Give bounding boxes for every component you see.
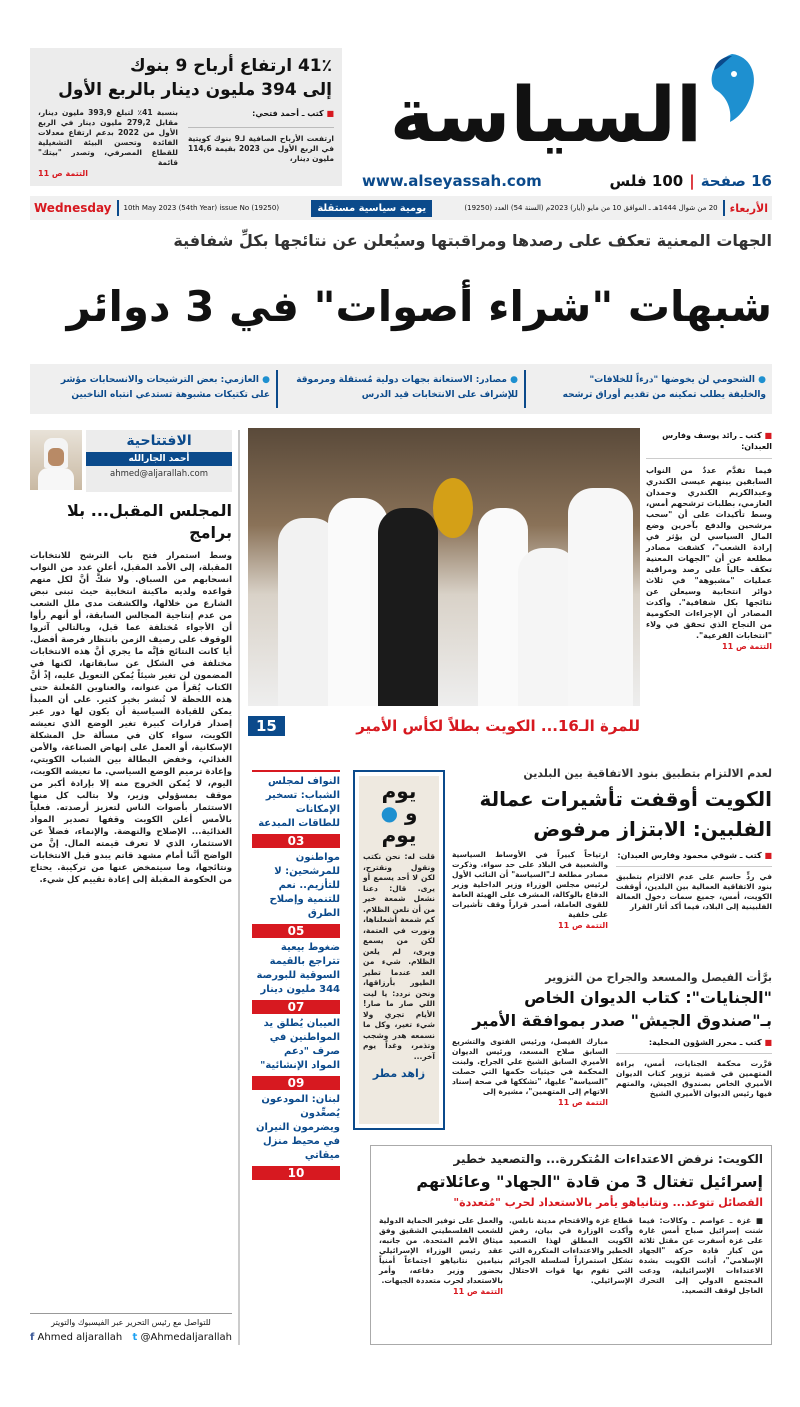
lead-headline[interactable]: شبهات "شراء أصوات" في 3 دوائر bbox=[66, 282, 772, 331]
falcon-icon: ● bbox=[380, 801, 399, 825]
teaser-item[interactable] bbox=[276, 370, 524, 408]
article-kicker: الكويت: نرفض الاعتداءات المُتكررة... والتصعيد خطير bbox=[453, 1152, 763, 1166]
index-page-number: 07 bbox=[252, 1000, 340, 1014]
continued-link[interactable]: التتمة ص 11 bbox=[38, 169, 88, 178]
index-title: النواف لمجلس الشباب: تسخير الإمكانات للطاقات المبدعة bbox=[258, 776, 340, 829]
teaser-line: على تكتيكات مشبوهة تستدعي انتباه الناخبين bbox=[71, 390, 270, 400]
byline: ■ كتب ـ محرر الشؤون المحلية: bbox=[616, 1037, 772, 1048]
price: 100 فلس bbox=[609, 172, 684, 190]
twitter-icon: t bbox=[132, 1332, 138, 1343]
column-body: قلت له: نحن نكتب ونقول ونقترح، لكن لا أحد يسمع أو يرى. قال: دعنا نشعل شمعة خير من أن نلعن الظلام. كم شمعة أشعلناها، ونورت في العتمة، لكن من يسمع ويرى، لم يلعن الظلام. شيء من الغد عندما تطير الطيور بأرزاقها، ونحن نردد: يا ليت اللي صار ما صار! الأيام تجري ولا شيء تغير، وكل ما نسمعه هدر وشجب وتذمر، وغداً يوم آخر... bbox=[363, 852, 435, 1061]
article-headline[interactable]: إسرائيل تغتال 3 من قادة "الجهاد" وعائلاتهم bbox=[416, 1172, 763, 1191]
index-page-number: 10 bbox=[252, 1166, 340, 1180]
article-headline[interactable] bbox=[452, 784, 772, 844]
headline-line: إلى 394 مليون دينار بالربع الأول bbox=[58, 80, 332, 100]
index-page-number: 03 bbox=[252, 834, 340, 848]
body-text: في ردٍّ حاسم على عدم الالتزام بتطبيق بنود الاتفاقية العمالية بين البلدين، أوقفت الكويت، أمس، جميع سمات دخول العمالة الفلبينية إلى البلاد، فيما أكد أثار القرار bbox=[616, 872, 772, 911]
body-text: ارتياحاً كبيراً في الأوساط السياسية والشعبية في البلاد على حد سواء. وذكرت مصادر مطلعة لـ"السياسة" أن النائب الأول لرئيس مجلس الوزراء وزير الداخلية وزير الدفاع بالوكالة، المشرف على الهيئة العامة للقوى العاملة، أصدر قراراً وقف تأشيرات على خلفية bbox=[451, 850, 608, 919]
column-title bbox=[363, 780, 435, 846]
philippines-article bbox=[452, 766, 772, 931]
index-title: مواطنون للمرشحين: لا للتأزيم.. نعم للتنمية وإصلاح الطرق bbox=[269, 852, 340, 919]
masthead-logo[interactable] bbox=[362, 52, 772, 170]
body-text: قرَّرت محكمة الجنايات، أمس، براءة المتهمين في قضية تزوير كتاب الديوان الأميري الخاص بصندوق الجيش، والمتهم فيها رئيس الديوان الأميري الشيخ bbox=[616, 1059, 772, 1098]
body-text: قطاع غزة والاقتحام مدينة نابلس. وأكدت الوزارة في بيان، رفض الكويت المطلق لهذا التصعيد الخطير والاعتداءات المتكررة التي تشكل استمراراً لسلسلة الجرائم التي تقوم بها قوات الاحتلال الإسرائيلي. bbox=[509, 1216, 633, 1285]
body-text: مبارك الفيصل، ورئيس الفتوى والتشريع السابق صلاح المسعد، ورئيس الديوان الأميري السابق الشيخ علي الجراح. ولبنت المحكمة في حيثيات حكمها التي حصلت "السياسة" عليها، "تشككها في صحة إسناد الاتهام إلى المتهمين"، مشيرة إلى bbox=[452, 1037, 608, 1096]
top-story-col2 bbox=[38, 108, 178, 179]
day-arabic: الأربعاء bbox=[729, 201, 768, 215]
author-name: أحمد الجارالله bbox=[86, 452, 232, 466]
twitter-link[interactable] bbox=[133, 1331, 232, 1345]
byline: ■ كتب ـ رائد يوسف وفارس العبدان: bbox=[646, 430, 772, 452]
lead-photo[interactable] bbox=[248, 428, 640, 706]
body-text: ■ غزة ـ عواصم ـ وكالات: فيما شنت إسرائيل صباح أمس غارة على غزة أسفرت عن مقتل ثلاثة من كبار قادة حركة "الجهاد الإسلامي"، أدانت الكويت بشدة الاعتداءات الإسرائيلية، ودعت المجتمع الدولي إلى التحرك العاجل لوقف التصعيد. bbox=[639, 1216, 763, 1295]
body-text: بنسبة 41٪ لتبلغ 393,9 مليون دينار، مقابل 279,2 مليون دينار في الربع الأول من 2022 بدعم ارتفاع معدلات الفائدة وتحسن البيئة التشغيلية للقطاع المصرفي، وتصدر "بيتك" قائمة bbox=[38, 108, 178, 167]
index-title: ضغوط بيعية تتراجع بالقيمة السوقية للبورصة 344 مليون دينار bbox=[256, 942, 340, 995]
index-item[interactable] bbox=[252, 775, 340, 848]
headline-line: الكويت أوقفت تأشيرات عمالة bbox=[479, 787, 772, 811]
falcon-icon bbox=[702, 52, 760, 124]
day-english: Wednesday bbox=[34, 201, 112, 215]
website-link[interactable]: www.alseyassah.com bbox=[362, 172, 542, 190]
index-item[interactable] bbox=[252, 1017, 340, 1090]
headline-line: الفلبين: الابتزاز مرفوض bbox=[533, 817, 772, 841]
teaser-line: الشحومي لن يخوضها "درءاً للخلافات" bbox=[589, 375, 755, 385]
teaser-bar bbox=[30, 364, 772, 414]
day-column-box bbox=[353, 770, 445, 1130]
article-subhead: الفصائل تتوعد... ونتانياهو يأمر بالاستعداد لحرب "مُتعددة" bbox=[453, 1196, 763, 1209]
index-page-number: 09 bbox=[252, 1076, 340, 1090]
inside-index bbox=[252, 770, 340, 1183]
continued-link[interactable]: التتمة ص 11 bbox=[558, 921, 608, 930]
israel-article bbox=[370, 1145, 772, 1345]
title-word: و bbox=[404, 801, 418, 825]
photo-caption bbox=[248, 712, 640, 740]
article-kicker: لعدم الالتزام بتطبيق بنود الاتفاقية بين البلدين bbox=[523, 767, 772, 780]
index-title: العيبان يُطلق يد المواطنين في صرف "دعم المواد الإنشائية" bbox=[260, 1018, 340, 1071]
section-label: الافتتاحية bbox=[126, 433, 192, 449]
body-text: ارتفعت الأرباح الصافية لـ9 بنوك كويتية في الربع الأول من 2023 بقيمة 114,6 مليون دينار، bbox=[188, 134, 334, 163]
column-author: زاهد مطر bbox=[372, 1067, 426, 1080]
top-story-col1 bbox=[188, 108, 334, 164]
top-story-box bbox=[30, 48, 342, 186]
caption-text: للمرة الـ16... الكويت بطلاً لكأس الأمير bbox=[356, 717, 640, 735]
social-footer-label: للتواصل مع رئيس التحرير عبر الفيسبوك والتويتر bbox=[30, 1313, 232, 1328]
court-article bbox=[452, 970, 772, 1108]
title-word: يوم bbox=[381, 823, 417, 847]
editorial-title[interactable]: المجلس المقبل... بلا برامج bbox=[67, 501, 232, 542]
teaser-item[interactable] bbox=[30, 370, 276, 408]
body-text: فيما تقدَّم عددٌ من النواب السابقين بينهم عيسى الكندري وعبدالكريم الكندري وحمدان العازمي، بطلبات ترشحهم أمس، وسط تأكيدات على أن "سحب مرشحين والدفع بآخرين وضع المال السياسي لن يؤثر في إرادة الشعب"، كشفت مصادر مطلعة عن أن "الجهات المعنية تعكف حالياً على رصد ومراقبة عمليات "مشبوهة" في ثلاث دوائر انتخابية وسيعلن عن نتائجها بكل شفافية". وأكدت المصادر أن الإجراءات الحكومية من النجاح الذي تحقق في ولاء "انتخابات القرعية". bbox=[646, 466, 772, 640]
teaser-item[interactable] bbox=[524, 370, 772, 408]
byline: ■ كتب ـ أحمد فتحي: bbox=[188, 108, 334, 119]
teaser-line: والخليفة يطلب تمكينه من تقديم أوراق ترشحه bbox=[562, 390, 766, 400]
editorial-column bbox=[30, 430, 240, 1345]
facebook-link[interactable] bbox=[30, 1331, 122, 1345]
index-item[interactable] bbox=[252, 941, 340, 1014]
falcon-bullet-icon: ● bbox=[755, 375, 766, 385]
lead-kicker: الجهات المعنية تعكف على رصدها ومراقبتها وسيُعلن عن نتائجها بكلِّ شفافية bbox=[173, 231, 772, 250]
author-photo bbox=[30, 430, 82, 490]
article-headline[interactable] bbox=[452, 986, 772, 1032]
index-page-number: 05 bbox=[252, 924, 340, 938]
continued-link[interactable]: التتمة ص 11 bbox=[722, 642, 772, 651]
index-item[interactable] bbox=[252, 1093, 340, 1180]
title-word: يوم bbox=[381, 779, 417, 803]
editorial-body: وسط استمرار فتح باب الترشح للانتخابات المقبلة، إلى الأمد المقبل، أعلن عدد من النواب انسحابهم من السباق. ولا شكَّ أنَّ لكل منهم قواعده ولديه ماكينة انتخابية حيث تبنى نبض الشارع من خلالها، والكشفت مدى ملل الشعب من عدم إنتاجية المجالس السابقة، أو أنهم رأوا أن الأجواء مُختلفة عما قبل، وبالتالي آثروا الوقوف على رصيف الزمن بانتظار فرصة أفضل. أيا كانت النتائج فإنَّه ما يجري أنَّ هذه الانتخابات مختلفة في الشكل عن سابقاتها، لكنها في المضمون لن تغير شيئاً يُمكن التعويل عليه، إذْ أنَّ الكتاب يُقرأ من عنوانه، والعناوين المُعلنة حتى هذه اللحظة لا تُبشر بخير كثير. على أن المبدأ يمكن للقيادة السياسية أن يكون لها دور عبر إصدار قرارات كبيرة تغير الوضع الذي تعيشه الكويت، سواء كان في مسألة حل المشكلة الإسكانية، أو العمل على إنهاض الصناعة، والأمن الغذائي، وخفض البطالة بين الشباب الكويتي، وإعادة ترميم الوضع السياسي. ما تعيشه الكويت، اليوم، لا يُمكن الخروج منه إلا بإرادة أكبر من موقف بمسؤولي وزير، ولا بتالب كل منها الاستثمار بأصوات الناس لتعزيز أرصدته. فعلياً بالأمس أعلن الكويت وقفها تصدير المواد الغذائية... الإصلاح والنهضة. والإنماء، فضلاً عن الاستثمار، الذي لا تعرف قيمته المال. إنَّ من الواضح أنَّنا أمام مشهد قاتم يبدو قبل الانتخابات ونتائجها، وما سيتمخض عنها من تركيبة. يحتاج من الحكومة المقبلة إلى إعادة تقييم كل شيء. bbox=[30, 551, 232, 885]
falcon-bullet-icon: ● bbox=[259, 375, 270, 385]
teaser-line: للإشراف على الانتخابات قيد الدرس bbox=[361, 390, 518, 400]
price-info: 16 صفحة | 100 فلس bbox=[609, 172, 772, 190]
top-story-headline[interactable] bbox=[37, 54, 332, 102]
lead-body bbox=[646, 430, 772, 652]
facebook-handle: Ahmed aljarallah bbox=[37, 1332, 123, 1343]
continued-link[interactable]: التتمة ص 11 bbox=[558, 1098, 608, 1107]
teaser-line: مصادر: الاستعانة بجهات دولية مُستقلة ومرموقة bbox=[296, 375, 507, 385]
date-bar bbox=[30, 196, 772, 220]
page-badge[interactable]: 15 bbox=[248, 716, 285, 736]
index-item[interactable] bbox=[252, 851, 340, 938]
date-arabic: 20 من شوال 1444هـ ـ الموافق 10 من مايو (أيار) 2023م (السنة 54) العدد (19250) bbox=[464, 203, 718, 212]
continued-link[interactable]: التتمة ص 11 bbox=[453, 1287, 503, 1296]
twitter-handle: @Ahmedaljarallah bbox=[140, 1332, 232, 1343]
falcon-bullet-icon: ● bbox=[507, 375, 518, 385]
logo-text: السياسة bbox=[389, 70, 702, 159]
teaser-line: العازمي: بعض الترشيحات والانسحابات مؤشر bbox=[60, 375, 259, 385]
index-title: لبنان: المودعون يُصعِّدون ويضرمون النيران في محيط منزل ميقاتي bbox=[255, 1094, 340, 1161]
headline-line: "الجنايات": كتاب الديوان الخاص bbox=[524, 988, 772, 1007]
byline: ■ كتب ـ شوقي محمود وفارس العبدان: bbox=[616, 850, 772, 861]
tagline: يومية سياسية مستقلة bbox=[311, 200, 432, 217]
article-kicker: برَّأت الفيصل والمسعد والجراح من التزوير bbox=[545, 971, 772, 984]
facebook-icon: f bbox=[30, 1332, 35, 1343]
date-english: 10th May 2023 (54th Year) issue No (19250) bbox=[123, 204, 280, 212]
author-email[interactable]: ahmed@aljarallah.com bbox=[109, 469, 209, 479]
body-text: والعمل على توفير الحماية الدولية للشعب الفلسطيني الشقيق وفق ميثاق الأمم المتحدة. من جانبه، عقد رئيس الوزراء الإسرائيلي بنيامين نتانياهو اجتماعاً أمنياً بحضور وزير دفاعه، وأمر بالاستعداد لحرب متعددة الجبهات. bbox=[379, 1216, 503, 1285]
headline-line: بـ"صندوق الجيش" صدر بموافقة الأمير bbox=[472, 1011, 772, 1030]
headline-line: 41٪ ارتفاع أرباح 9 بنوك bbox=[130, 56, 332, 76]
page-count: 16 صفحة bbox=[700, 172, 772, 190]
